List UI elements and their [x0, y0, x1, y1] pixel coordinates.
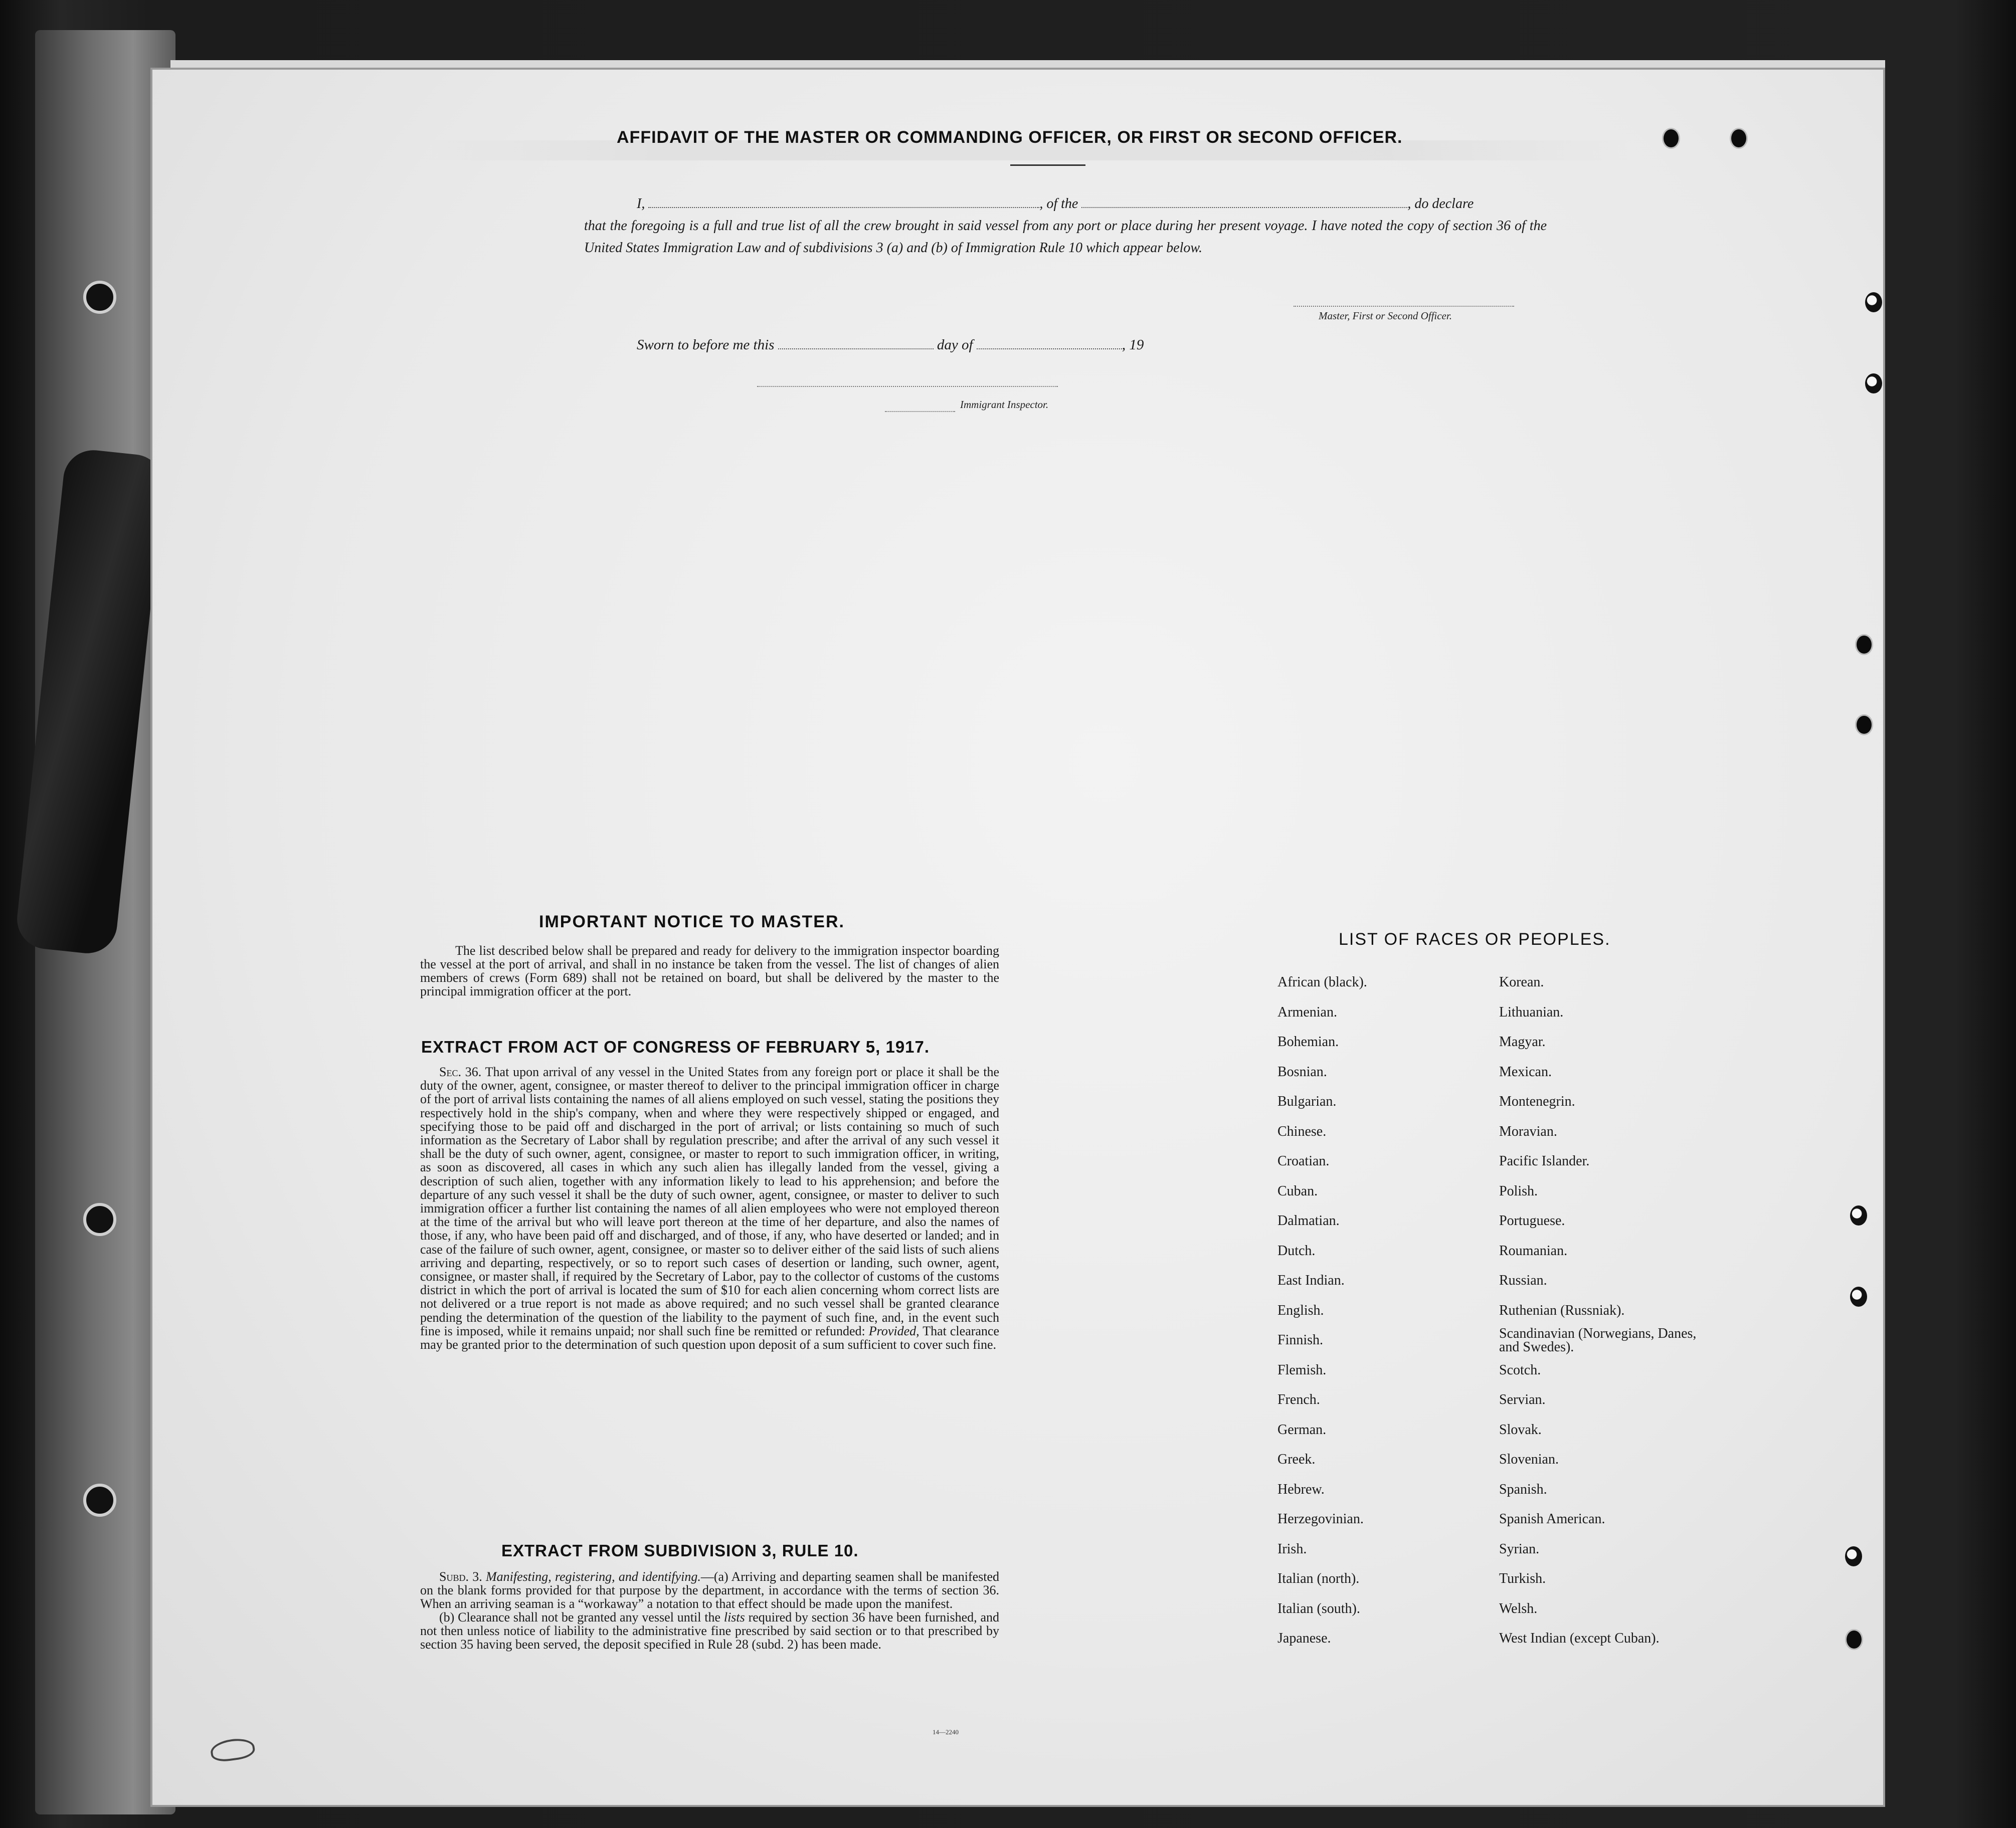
- race-item: West Indian (except Cuban).: [1499, 1631, 1660, 1646]
- affidavit-text: [584, 193, 1547, 259]
- race-item: Armenian.: [1277, 1004, 1337, 1020]
- race-item: Pacific Islander.: [1499, 1153, 1590, 1169]
- month-blank: [977, 339, 1122, 349]
- punch-hole: [1850, 1205, 1867, 1226]
- para-b-lists: lists: [723, 1610, 745, 1624]
- section-36-text: [420, 1065, 999, 1351]
- race-item: English.: [1277, 1302, 1324, 1318]
- punch-hole: [1865, 373, 1882, 393]
- para-a-label: —(a): [700, 1569, 728, 1584]
- para-b-label: (b): [439, 1610, 455, 1624]
- race-item: Dalmatian.: [1277, 1213, 1340, 1229]
- race-item: East Indian.: [1277, 1273, 1345, 1288]
- punch-hole: [1850, 1287, 1867, 1307]
- race-item: Turkish.: [1499, 1571, 1546, 1586]
- punch-hole: [1845, 1546, 1862, 1566]
- binder-hole: [83, 1484, 116, 1517]
- race-item: Irish.: [1277, 1541, 1307, 1557]
- race-item: Magyar.: [1499, 1034, 1546, 1050]
- race-item: Cuban.: [1277, 1183, 1318, 1199]
- race-item: Bohemian.: [1277, 1034, 1339, 1050]
- para-b-text-2: required by section 36 have been furnished, and not then unless notice of liability to the administrative fine prescribed by said section or to that prescribed by section 35 having been served, the deposit specified in Rule 28 (subd. 2) has been made.: [420, 1610, 1000, 1652]
- punch-hole: [1855, 634, 1873, 655]
- vessel-blank: [1081, 198, 1407, 208]
- race-item: Greek.: [1277, 1452, 1316, 1467]
- extract-act-title: EXTRACT FROM ACT OF CONGRESS OF FEBRUARY 5, 1917.: [421, 1038, 930, 1056]
- sworn-line: [637, 337, 1144, 353]
- notice-body: The list described below shall be prepared and ready for delivery to the immigration inspector boarding the vessel at the port of arrival, and shall in no instance be taken from the vessel. The list of changes of alien members of crews (Form 689) shall not be retained on board, but shall be delivered by the master to the principal immigration officer at the port.: [420, 943, 999, 998]
- race-item: Polish.: [1499, 1183, 1538, 1199]
- race-item: Ruthenian (Russniak).: [1499, 1302, 1625, 1318]
- para-b-text-1: Clearance shall not be granted any vessel until the: [458, 1610, 721, 1624]
- race-item: French.: [1277, 1392, 1320, 1407]
- race-item: Mexican.: [1499, 1064, 1552, 1080]
- race-item: Finnish.: [1277, 1332, 1324, 1348]
- race-item: Bosnian.: [1277, 1064, 1327, 1080]
- race-item: Spanish.: [1499, 1481, 1547, 1497]
- race-item: Italian (north).: [1277, 1571, 1360, 1586]
- affidavit-title: AFFIDAVIT OF THE MASTER OR COMMANDING OFFICER, OR FIRST OR SECOND OFFICER.: [617, 128, 1403, 147]
- inspector-label: Immigrant Inspector.: [960, 398, 1049, 411]
- race-item: Portuguese.: [1499, 1213, 1565, 1229]
- race-item: Chinese.: [1277, 1123, 1327, 1139]
- race-item: Hebrew.: [1277, 1481, 1325, 1497]
- sec-body: That upon arrival of any vessel in the United States from any foreign port or place it shall be the duty of the owner, agent, consignee, or master thereof to deliver to the principal immigration officer in charge of the port of arrival lists containing the names of all aliens employed on such vessel, stating the positions they respectively hold in the ship's company, when and where they were respectively shipped or engaged, and specifying those to be paid off and discharged in the port of arrival; or lists containing so much of such information as the Secretary of Labor shall by regulation prescribe; and after the arrival of any such vessel it shall be the duty of such owner, agent, consignee, or master to report to such immigration officer, in writing, as soon as discovered, all cases in which any such alien has illegally landed from the vessel, giving a description of such alien, together with any information likely to lead to his apprehension; and before the departure of any such vessel it shall be the duty of such owner, agent, consignee, or master to deliver to such immigration officer a further list containing the names of all alien employees who were not employed thereon at the time of the arrival but who will leave port thereon at the time of her departure, and also the names of those, if any, who have been paid off and discharged, and of those, if any, who have deserted or landed; and in case of the failure of such owner, agent, consignee, or master so to deliver either of the said lists of such aliens arriving and departing, respectively, or so to report such cases of desertion or landing, such owner, agent, consignee, or master shall, if required by the Secretary of Labor, pay to the collector of customs of the customs district in which the port of arrival is located the sum of $10 for each alien concerning whom correct lists are not delivered or a true report is not made as above required; and no such vessel shall be granted clearance pending the determination of the question of the liability to the payment of such fine, and, in the event such fine is imposed, while it remains unpaid; nor shall such fine be remitted or refunded:: [420, 1065, 1000, 1338]
- race-item: Italian (south).: [1277, 1600, 1360, 1616]
- punch-hole: [1662, 128, 1680, 149]
- para-a-text: Arriving and departing seamen shall be manifested on the blank forms provided for that purpose by the department, in accordance with the terms of section 36. When an arriving seaman is a “workaway” a notation to that effect should be made upon the manifest.: [420, 1569, 999, 1611]
- day-of-text: day of: [937, 337, 973, 353]
- race-item: Moravian.: [1499, 1123, 1557, 1139]
- race-item: Spanish American.: [1499, 1511, 1605, 1527]
- race-item: Syrian.: [1499, 1541, 1540, 1557]
- race-item: Servian.: [1499, 1392, 1546, 1407]
- race-item: Scotch.: [1499, 1362, 1541, 1378]
- name-blank: [648, 198, 1039, 208]
- inspector-dots: [885, 411, 955, 412]
- inspector-signature-line: [757, 386, 1058, 387]
- document-page: [150, 68, 1885, 1807]
- sworn-text: Sworn to before me this: [637, 337, 775, 353]
- affidavit-body: that the foregoing is a full and true list of all the crew brought in said vessel from any port or place during her present voyage. I have noted the copy of section 36 of the United States Immigration Law and of subdivisions 3 (a) and (b) of Immigration Rule 10 which appear below.: [584, 218, 1547, 256]
- race-item: Scandinavian (Norwegians, Danes, and Swedes).: [1499, 1326, 1697, 1355]
- race-item: Lithuanian.: [1499, 1004, 1564, 1020]
- affidavit-declare: , do declare: [1407, 196, 1474, 212]
- affidavit-of-the: , of the: [1039, 196, 1078, 212]
- punch-hole: [1855, 714, 1873, 735]
- signature-line: [1294, 306, 1514, 307]
- title-underline: [1010, 164, 1085, 166]
- race-item: German.: [1277, 1421, 1327, 1438]
- subd-heading: Manifesting, registering, and identifying.: [486, 1569, 701, 1584]
- race-item: Japanese.: [1277, 1631, 1331, 1646]
- race-item: Herzegovinian.: [1277, 1511, 1364, 1527]
- race-item: Slovak.: [1499, 1421, 1542, 1438]
- race-item: Roumanian.: [1499, 1243, 1568, 1259]
- sec-body-end: That clearance may be granted prior to the determination of such question upon deposit of a sum sufficient to cover such fine.: [420, 1323, 1000, 1352]
- subd-label: Subd. 3.: [439, 1569, 482, 1584]
- race-item: Croatian.: [1277, 1153, 1330, 1169]
- binder-hole: [83, 1203, 116, 1236]
- signature-label: Master, First or Second Officer.: [1319, 310, 1452, 322]
- provided-word: Provided,: [868, 1323, 920, 1338]
- race-item: Bulgarian.: [1277, 1094, 1337, 1109]
- affidavit-i: I,: [637, 196, 645, 212]
- punch-hole: [1730, 128, 1748, 149]
- sec-label: Sec. 36.: [439, 1065, 482, 1079]
- race-item: African (black).: [1277, 974, 1367, 990]
- race-item: Slovenian.: [1499, 1452, 1559, 1467]
- race-item: Russian.: [1499, 1273, 1547, 1288]
- races-title: LIST OF RACES OR PEOPLES.: [1339, 930, 1611, 949]
- race-item: Welsh.: [1499, 1600, 1538, 1616]
- punch-hole: [1865, 292, 1882, 312]
- subdivision-text: [420, 1570, 999, 1651]
- notice-title: IMPORTANT NOTICE TO MASTER.: [539, 912, 845, 931]
- race-item: Korean.: [1499, 974, 1544, 990]
- year-prefix: , 19: [1122, 337, 1144, 353]
- day-blank: [778, 339, 934, 349]
- race-item: Flemish.: [1277, 1362, 1327, 1378]
- race-item: Dutch.: [1277, 1243, 1316, 1259]
- form-number: 14—2240: [933, 1728, 959, 1736]
- extract-rule-title: EXTRACT FROM SUBDIVISION 3, RULE 10.: [501, 1541, 859, 1560]
- binder-hole: [83, 281, 116, 314]
- race-item: Montenegrin.: [1499, 1094, 1575, 1109]
- punch-hole: [1845, 1629, 1863, 1650]
